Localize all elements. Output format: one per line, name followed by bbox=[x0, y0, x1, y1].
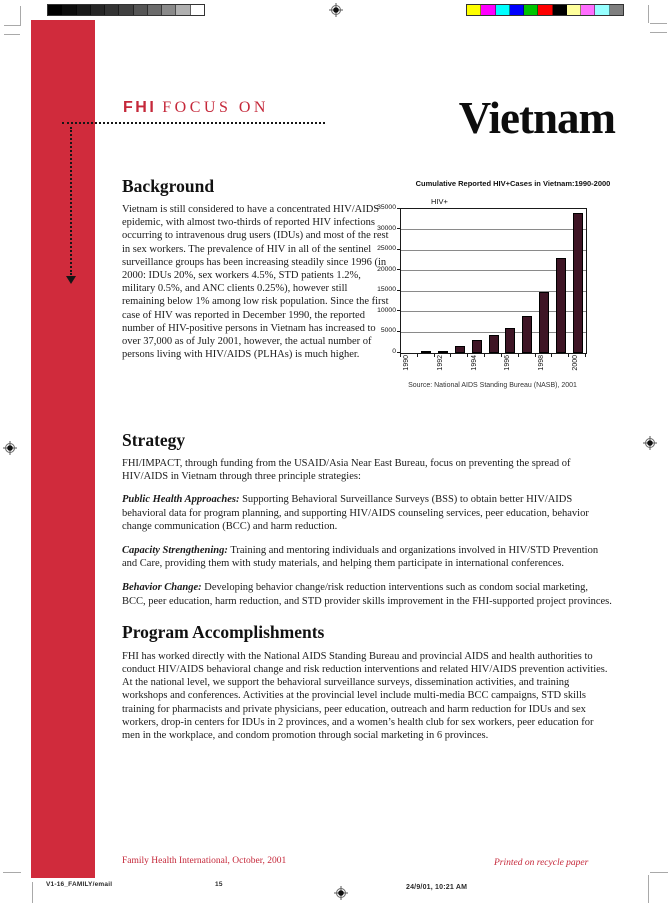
chart-bar bbox=[522, 316, 532, 353]
accomplishments-body: FHI has worked directly with the National AIDS Standing Bureau and provincial AIDS and health authorities to conduct HIV/AIDS behavioral change and risk reduction interventions and related HIV/AIDS prevention activities. At the national level, we support the behavioral surveillance surveys, dissemination activities, and training workshops and conferences. Activities at the provincial level include multi-media BCC campaigns, STD skills training for pharmacists and private physicians, peer education, outreach and harm reduction for IDUs and sex workers, drop-in centers for IDUs in 2 provinces, and a women’s health club for sex workers, peer education for men in the workplace, and condom promotion through social marketing in 6 provinces. bbox=[122, 650, 608, 742]
registration-mark-icon bbox=[329, 3, 343, 17]
brand-fhi: FHI bbox=[123, 99, 157, 116]
color-step bbox=[595, 5, 609, 15]
x-axis-label: 1990 bbox=[403, 355, 411, 371]
y-axis-label: 10000 bbox=[377, 306, 396, 314]
brand-focus-on: FOCUS ON bbox=[162, 99, 269, 116]
y-axis-tick bbox=[397, 310, 401, 311]
chart-bar bbox=[489, 335, 499, 353]
x-axis-tick bbox=[450, 354, 451, 357]
y-axis-tick bbox=[397, 208, 401, 209]
x-axis-tick bbox=[484, 354, 485, 357]
color-step bbox=[481, 5, 495, 15]
crop-mark-top-right bbox=[650, 23, 667, 24]
grayscale-step bbox=[91, 5, 105, 15]
chart-bar bbox=[421, 351, 431, 353]
chart-plot bbox=[400, 208, 587, 354]
strategy-item-lead: Public Health Approaches: bbox=[122, 494, 240, 506]
slug-filename: V1-16_FAMILY/email bbox=[46, 881, 113, 888]
y-axis-tick bbox=[397, 290, 401, 291]
background-heading: Background bbox=[122, 176, 215, 196]
color-step bbox=[581, 5, 595, 15]
y-axis-label: 20000 bbox=[377, 265, 396, 273]
grayscale-step bbox=[105, 5, 119, 15]
grayscale-step bbox=[48, 5, 62, 15]
slug-page-number: 15 bbox=[215, 881, 223, 888]
slug-datetime: 24/9/01, 10:21 AM bbox=[406, 884, 468, 891]
x-axis-tick bbox=[417, 354, 418, 357]
y-axis-tick bbox=[397, 269, 401, 270]
page-title: Vietnam bbox=[458, 93, 615, 143]
strategy-heading: Strategy bbox=[122, 430, 186, 450]
x-axis-label: 2000 bbox=[571, 355, 579, 371]
x-axis-tick bbox=[400, 354, 401, 357]
x-axis-tick bbox=[568, 354, 569, 357]
accomplishments-heading: Program Accomplishments bbox=[122, 621, 325, 642]
grayscale-step bbox=[134, 5, 148, 15]
x-axis-label: 1992 bbox=[437, 355, 445, 371]
crop-mark-bottom-left bbox=[32, 882, 33, 903]
chart-gridline bbox=[401, 229, 586, 230]
y-axis-label: 35000 bbox=[377, 204, 396, 211]
strategy-item-lead: Behavior Change: bbox=[122, 582, 202, 594]
color-step bbox=[524, 5, 538, 15]
masthead bbox=[123, 99, 269, 117]
y-axis-label: 30000 bbox=[377, 224, 396, 232]
color-step bbox=[496, 5, 510, 15]
y-axis-tick bbox=[397, 228, 401, 229]
chart-bar bbox=[556, 258, 566, 353]
crop-mark-top-left bbox=[4, 25, 20, 26]
red-side-band bbox=[31, 20, 95, 878]
strategy-item-text: Supporting Behavioral Surveillance Surveys (BSS) to obtain better HIV/AIDS behavioral data for program planning, and supporting HIV/AIDS counseling services, peer education, behavior change communication (BCC) and harm reduction. bbox=[122, 494, 589, 532]
background-body: Vietnam is still considered to have a concentrated HIV/AIDS epidemic, with almost two-thirds of reported HIV infections occurring to intravenous drug users (IDUs) and most of the rest in sex workers. The prevalence of HIV in all of the sentinel surveillance groups has been increasing steadily since 1996 (in 2000: IDUs 20%, sex workers 4.5%, STD patients 1.2%, military 0.5%, and ANC clients 0.25%), however still remaining below 1% among low risk population. Since the first case of HIV was reported in December 1990, the reported number of HIV-positive persons in Vietnam has increased to over 37,000 as of July 2001, however, the actual number of persons living with HIV/AIDS (PLHAs) is much higher. bbox=[122, 204, 389, 361]
crop-mark-bottom-right bbox=[648, 875, 649, 903]
x-axis-label: 1998 bbox=[537, 355, 545, 371]
x-axis-tick bbox=[585, 354, 586, 357]
crop-mark-top-left bbox=[20, 6, 21, 26]
chart-bar bbox=[505, 328, 515, 353]
color-step bbox=[567, 5, 581, 15]
registration-mark-icon bbox=[643, 436, 657, 450]
footer-publisher: Family Health International, October, 2001 bbox=[122, 856, 287, 866]
chart-title: Cumulative Reported HIV+Cases in Vietnam:1990-2000 bbox=[415, 179, 611, 188]
y-axis-label: 5000 bbox=[380, 327, 396, 335]
x-axis-tick bbox=[434, 354, 435, 357]
chart-gridline bbox=[401, 250, 586, 251]
registration-mark-icon bbox=[3, 441, 17, 455]
grayscale-step bbox=[191, 5, 204, 15]
strategy-item-text: Training and mentoring individuals and organizations involved in HIV/STD Prevention and Care, providing them with study materials, and helping them participate in international conferences. bbox=[122, 545, 599, 570]
grayscale-step bbox=[77, 5, 91, 15]
arrow-down-icon bbox=[66, 276, 76, 284]
strategy-item bbox=[122, 581, 612, 607]
crop-mark-top-left bbox=[4, 34, 20, 35]
x-axis-tick bbox=[535, 354, 536, 357]
footer-recycle-note: Printed on recycle paper bbox=[494, 858, 589, 868]
grayscale-step bbox=[176, 5, 190, 15]
chart-bar bbox=[455, 346, 465, 353]
strategy-item-lead: Capacity Strengthening: bbox=[122, 545, 228, 557]
chart-bar bbox=[539, 292, 549, 353]
x-axis-tick bbox=[501, 354, 502, 357]
dotted-vertical-rule bbox=[70, 127, 72, 275]
strategy-item bbox=[122, 544, 612, 570]
x-axis-tick bbox=[551, 354, 552, 357]
lower-sections bbox=[122, 430, 612, 742]
crop-mark-bottom-right bbox=[650, 872, 668, 873]
y-axis-label: 15000 bbox=[377, 286, 396, 294]
color-calibration-bar bbox=[466, 4, 624, 16]
y-axis-label: 0 bbox=[392, 348, 396, 355]
crop-mark-bottom-left bbox=[3, 872, 21, 873]
chart-bar bbox=[438, 351, 448, 353]
chart-bar bbox=[472, 340, 482, 353]
grayscale-step bbox=[162, 5, 176, 15]
y-axis-label: 25000 bbox=[377, 245, 396, 253]
background-section bbox=[122, 176, 392, 361]
color-step bbox=[510, 5, 524, 15]
color-step bbox=[610, 5, 623, 15]
crop-mark-top-right bbox=[648, 5, 649, 23]
color-step bbox=[553, 5, 567, 15]
chart-legend: HIV+ bbox=[431, 197, 448, 206]
x-axis-label: 1994 bbox=[470, 355, 478, 371]
x-axis-label: 1996 bbox=[504, 355, 512, 371]
strategy-item bbox=[122, 493, 612, 533]
grayscale-step bbox=[148, 5, 162, 15]
y-axis-tick bbox=[397, 331, 401, 332]
y-axis-tick bbox=[397, 249, 401, 250]
grayscale-step bbox=[62, 5, 76, 15]
color-step bbox=[467, 5, 481, 15]
x-axis-tick bbox=[518, 354, 519, 357]
grayscale-step bbox=[119, 5, 133, 15]
strategy-intro: FHI/IMPACT, through funding from the USAID/Asia Near East Bureau, focus on preventing the spread of HIV/AIDS in Vietnam through three principle strategies: bbox=[122, 458, 571, 483]
y-axis-tick bbox=[397, 352, 401, 353]
strategy-item-text: Developing behavior change/risk reduction interventions such as condom social marketing, BCC, peer education, harm reduction, and STD provider skills improvement in the FHI-supported project provinces. bbox=[122, 582, 612, 607]
crop-mark-top-right bbox=[650, 32, 667, 33]
color-step bbox=[538, 5, 552, 15]
x-axis-tick bbox=[467, 354, 468, 357]
registration-mark-icon bbox=[334, 886, 348, 900]
chart-bar bbox=[573, 213, 583, 353]
chart-source: Source: National AIDS Standing Bureau (NASB), 2001 bbox=[408, 382, 577, 389]
grayscale-calibration-bar bbox=[47, 4, 205, 16]
hiv-cases-chart bbox=[358, 179, 652, 399]
